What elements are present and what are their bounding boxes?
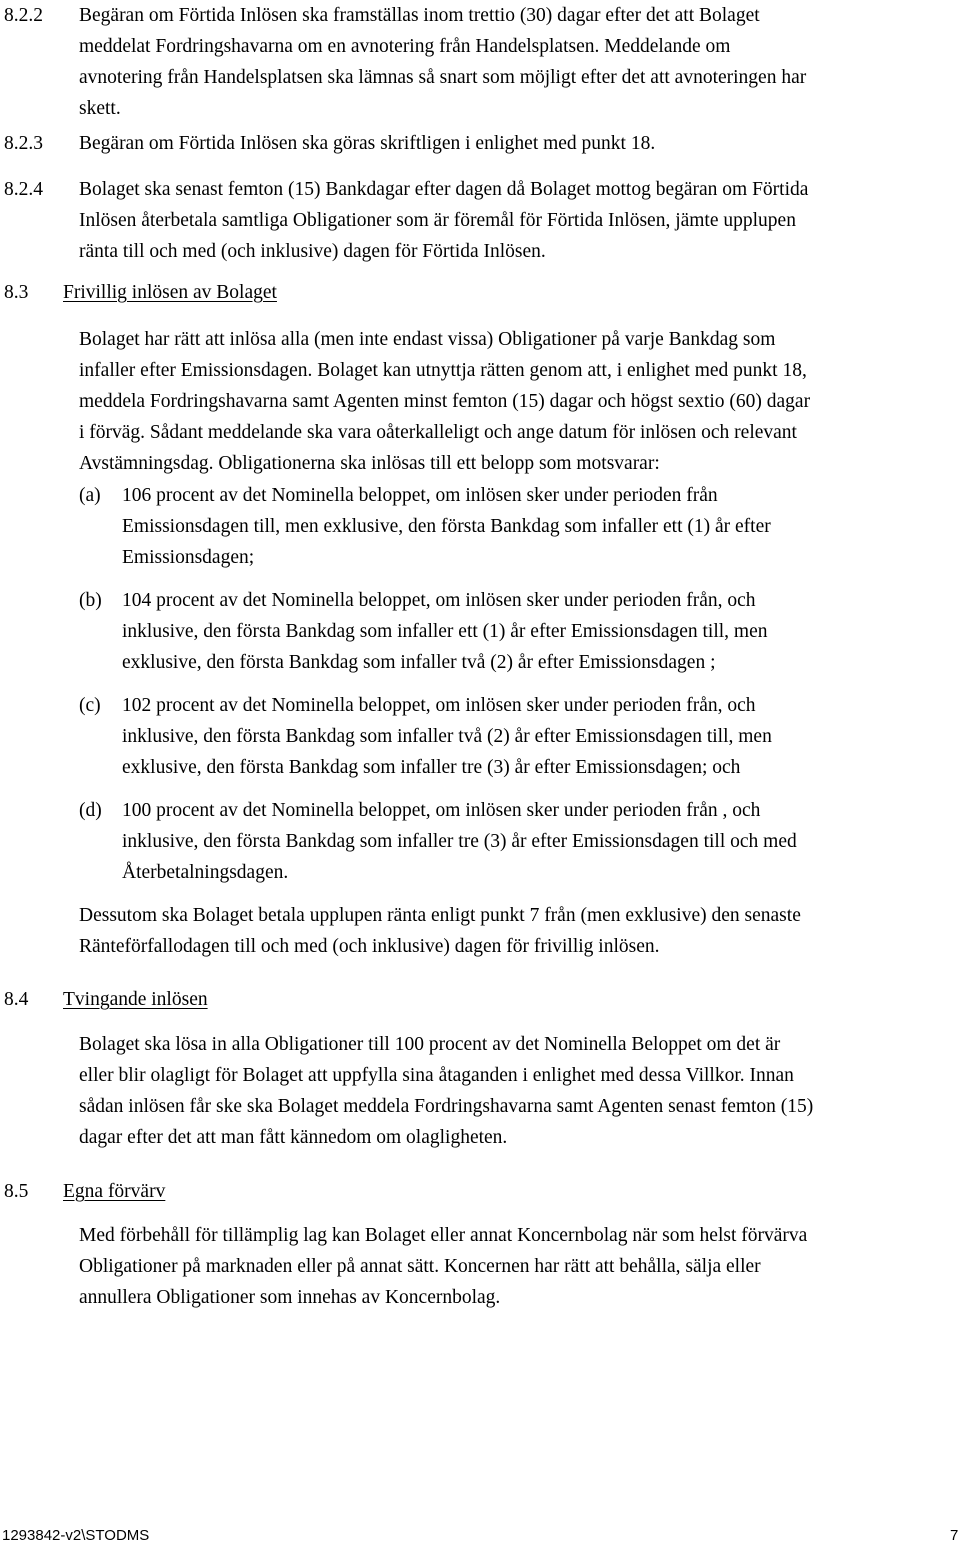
text-line: 106 procent av det Nominella beloppet, om inlösen sker under perioden från <box>122 485 718 506</box>
footer-page-number: 7 <box>950 1527 959 1544</box>
text-line: 100 procent av det Nominella beloppet, om inlösen sker under perioden från , och <box>122 800 761 821</box>
section-number-8-2-4: 8.2.4 <box>4 179 43 200</box>
section-8-2-3-text <box>79 128 655 159</box>
section-heading-8-5: Egna förvärv <box>63 1181 166 1202</box>
list-item-b-text <box>122 585 768 678</box>
text-line: inklusive, den första Bankdag som infaller tre (3) år efter Emissionsdagen till och med <box>122 831 797 852</box>
text-line: Emissionsdagen; <box>122 547 255 568</box>
text-line: eller blir olagligt för Bolaget att uppfylla sina åtaganden i enlighet med dessa Villkor. Innan <box>79 1065 794 1086</box>
section-8-2-4-text <box>79 174 808 267</box>
section-number-8-2-3: 8.2.3 <box>4 133 43 154</box>
list-item-a-text <box>122 480 771 573</box>
list-item-d-text <box>122 795 797 888</box>
section-number-8-3: 8.3 <box>4 282 29 303</box>
text-line: Bolaget ska lösa in alla Obligationer till 100 procent av det Nominella Beloppet om det är <box>79 1034 781 1055</box>
section-number-8-4: 8.4 <box>4 989 29 1010</box>
text-line: Med förbehåll för tillämplig lag kan Bolaget eller annat Koncernbolag när som helst förvärva <box>79 1225 808 1246</box>
footer-doc-ref: 1293842-v2\STODMS <box>2 1527 150 1544</box>
text-line: inklusive, den första Bankdag som infaller två (2) år efter Emissionsdagen till, men <box>122 726 772 747</box>
text-line: Inlösen återbetala samtliga Obligationer som är föremål för Förtida Inlösen, jämte upplupen <box>79 210 796 231</box>
text-line: skett. <box>79 98 121 119</box>
section-heading-8-4: Tvingande inlösen <box>63 989 208 1010</box>
text-line: Begäran om Förtida Inlösen ska göras skriftligen i enlighet med punkt 18. <box>79 133 656 154</box>
list-item-label-c: (c) <box>79 695 101 716</box>
text-line: exklusive, den första Bankdag som infaller tre (3) år efter Emissionsdagen; och <box>122 757 741 778</box>
text-line: meddela Fordringshavarna samt Agenten minst femton (15) dagar och högst sextio (60) dagar <box>79 391 811 412</box>
section-heading-8-3: Frivillig inlösen av Bolaget <box>63 282 277 303</box>
text-line: infaller efter Emissionsdagen. Bolaget kan utnyttja rätten genom att, i enlighet med punkt 18, <box>79 360 807 381</box>
text-line: 102 procent av det Nominella beloppet, om inlösen sker under perioden från, och <box>122 695 756 716</box>
text-line: Begäran om Förtida Inlösen ska framställas inom trettio (30) dagar efter det att Bolaget <box>79 5 760 26</box>
section-number-8-2-2: 8.2.2 <box>4 5 43 26</box>
text-line: Återbetalningsdagen. <box>122 862 289 883</box>
text-line: Bolaget har rätt att inlösa alla (men inte endast vissa) Obligationer på varje Bankdag som <box>79 329 776 350</box>
text-line: Obligationer på marknaden eller på annat sätt. Koncernen har rätt att behålla, sälja eller <box>79 1256 761 1277</box>
section-number-8-5: 8.5 <box>4 1181 29 1202</box>
section-8-4-text <box>79 1029 813 1153</box>
text-line: Ränteförfallodagen till och med (och inklusive) dagen för frivillig inlösen. <box>79 936 660 957</box>
list-item-label-a: (a) <box>79 485 101 506</box>
text-line: i förväg. Sådant meddelande ska vara oåterkalleligt och ange datum för inlösen och relevant <box>79 422 797 443</box>
text-line: sådan inlösen får ske ska Bolaget meddela Fordringshavarna samt Agenten senast femton (15) <box>79 1096 814 1117</box>
list-item-label-b: (b) <box>79 590 102 611</box>
text-line: dagar efter det att man fått kännedom om olagligheten. <box>79 1127 508 1148</box>
text-line: Bolaget ska senast femton (15) Bankdagar efter dagen då Bolaget mottog begäran om Förtida <box>79 179 809 200</box>
section-8-3-intro <box>79 324 810 479</box>
text-line: meddelat Fordringshavarna om en avnotering från Handelsplatsen. Meddelande om <box>79 36 731 57</box>
text-line: inklusive, den första Bankdag som infaller ett (1) år efter Emissionsdagen till, men <box>122 621 768 642</box>
list-item-c-text <box>122 690 772 783</box>
text-line: Dessutom ska Bolaget betala upplupen ränta enligt punkt 7 från (men exklusive) den senaste <box>79 905 801 926</box>
text-line: exklusive, den första Bankdag som infaller två (2) år efter Emissionsdagen ; <box>122 652 716 673</box>
text-line: Avstämningsdag. Obligationerna ska inlösas till ett belopp som motsvarar: <box>79 453 660 474</box>
text-line: Emissionsdagen till, men exklusive, den första Bankdag som infaller ett (1) år efter <box>122 516 771 537</box>
section-8-5-text <box>79 1220 807 1313</box>
section-8-3-closing <box>79 900 801 962</box>
text-line: 104 procent av det Nominella beloppet, om inlösen sker under perioden från, och <box>122 590 756 611</box>
list-item-label-d: (d) <box>79 800 102 821</box>
section-8-2-2-text <box>79 0 806 124</box>
text-line: annullera Obligationer som innehas av Koncernbolag. <box>79 1287 501 1308</box>
text-line: ränta till och med (och inklusive) dagen för Förtida Inlösen. <box>79 241 546 262</box>
text-line: avnotering från Handelsplatsen ska lämnas så snart som möjligt efter det att avnoteringen har <box>79 67 807 88</box>
